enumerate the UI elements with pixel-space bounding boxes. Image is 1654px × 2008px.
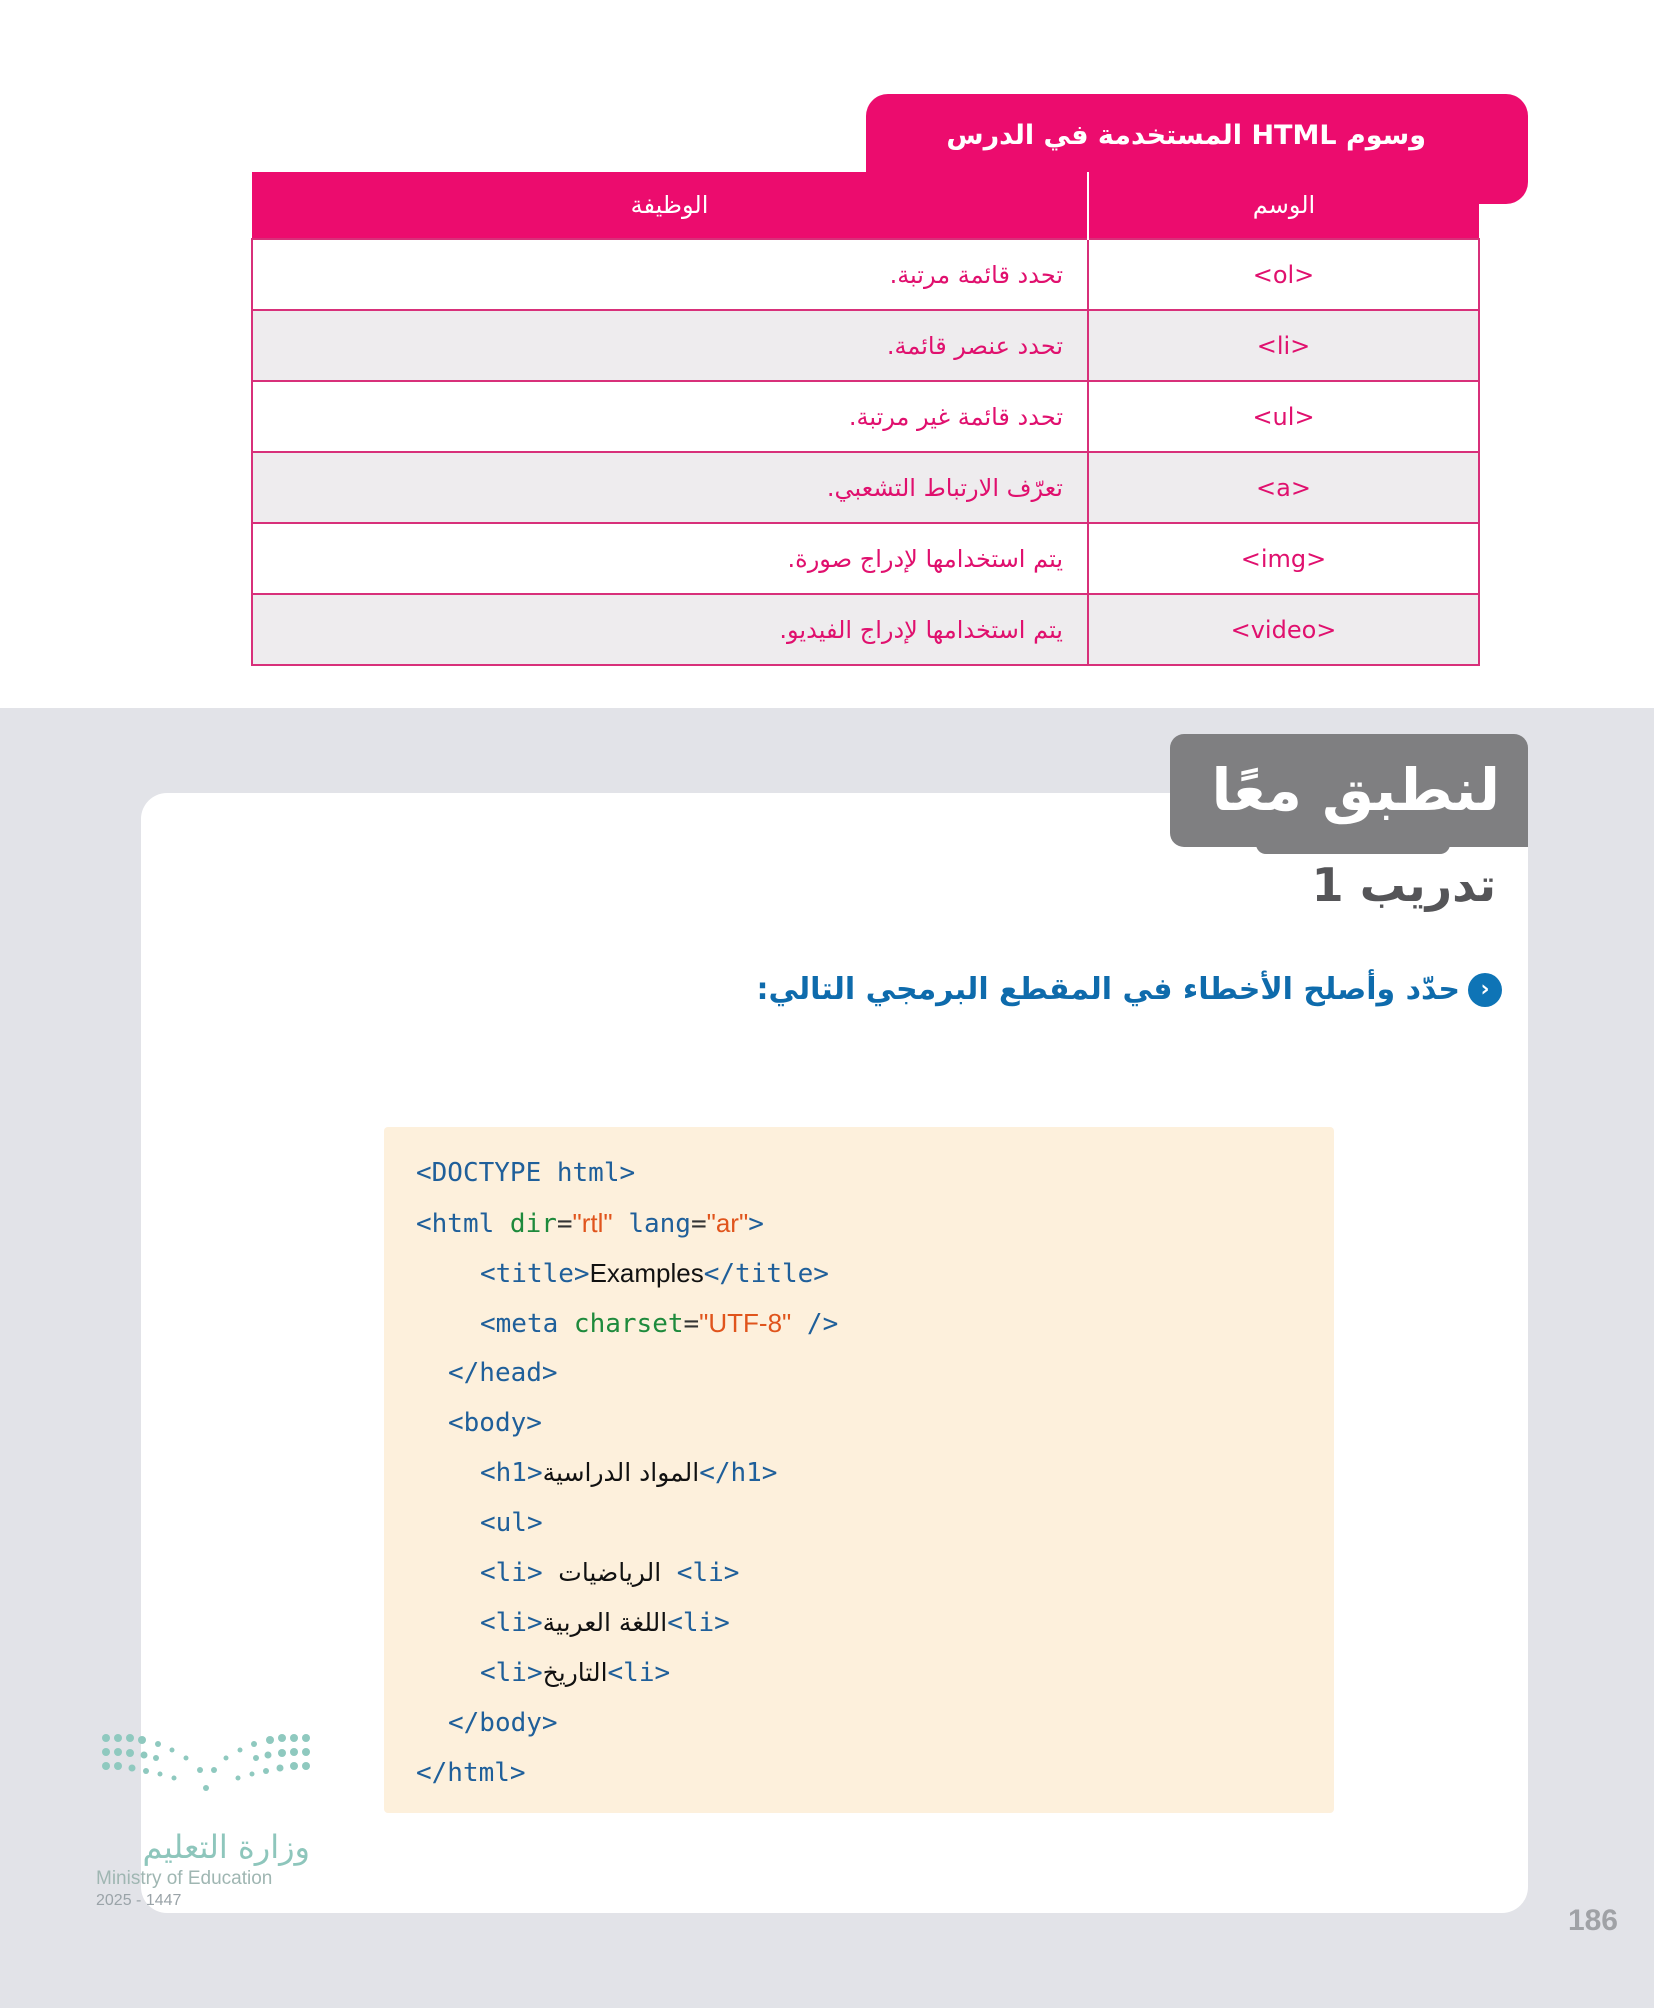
code-tag: /> <box>791 1309 839 1339</box>
code-line <box>448 1703 558 1743</box>
code-block <box>384 1127 1334 1813</box>
code-line <box>416 1753 526 1793</box>
instruction-text: حدّد وأصلح الأخطاء في المقطع البرمجي التالي: <box>756 972 1460 1007</box>
exercise-title: تدريب 1 <box>1311 858 1496 912</box>
function-cell: يتم استخدامها لإدراج صورة. <box>252 523 1088 594</box>
code-text: التاريخ <box>542 1658 608 1687</box>
function-cell: يتم استخدامها لإدراج الفيديو. <box>252 594 1088 665</box>
code-line <box>416 1203 764 1243</box>
table-title-text: وسوم HTML المستخدمة في الدرس <box>946 120 1426 151</box>
logo-english-text: Ministry of Education <box>96 1868 273 1889</box>
code-text: Examples <box>589 1258 704 1288</box>
table-title <box>866 94 1426 178</box>
code-tag: <li> <box>661 1558 740 1588</box>
code-line <box>448 1353 558 1393</box>
tag-cell: <ul> <box>1088 381 1479 452</box>
code-string: "ar" <box>706 1208 749 1238</box>
code-punct: = <box>683 1309 700 1339</box>
logo-year: 2025 - 1447 <box>96 1892 182 1909</box>
code-tag: <DOCTYPE html> <box>416 1158 636 1188</box>
table-row <box>252 594 1479 665</box>
code-tag: </body> <box>448 1708 558 1738</box>
code-tag: <li> <box>480 1658 543 1688</box>
code-tag: <h1> <box>480 1458 543 1488</box>
code-line <box>480 1453 777 1493</box>
table-row <box>252 523 1479 594</box>
code-punct: = <box>690 1209 707 1239</box>
function-cell: تحدد قائمة غير مرتبة. <box>252 381 1088 452</box>
table-row <box>252 310 1479 381</box>
code-line <box>480 1653 670 1693</box>
code-line <box>448 1403 542 1443</box>
code-tag: <li> <box>607 1658 671 1688</box>
instruction <box>700 972 1502 1020</box>
code-tag: <li> <box>480 1608 543 1638</box>
function-cell: تعرّف الارتباط التشعبي. <box>252 452 1088 523</box>
code-attr: charset <box>573 1309 684 1339</box>
code-tag: > <box>748 1209 764 1239</box>
tag-cell: <ol> <box>1088 239 1479 310</box>
logo-arabic-text: وزارة التعليم <box>142 1828 310 1866</box>
code-line <box>480 1503 543 1543</box>
table-row <box>252 381 1479 452</box>
function-cell: تحدد عنصر قائمة. <box>252 310 1088 381</box>
code-tag: <li> <box>480 1558 559 1588</box>
ministry-logo <box>96 1728 316 1918</box>
code-text: المواد الدراسية <box>542 1458 700 1487</box>
practice-badge-text: لنطبق معًا <box>1211 756 1500 824</box>
page-number: 186 <box>1567 1904 1618 1937</box>
logo-dots-icon <box>96 1728 316 1808</box>
tag-cell: <video> <box>1088 594 1479 665</box>
chevron-left-icon: ‹ <box>1468 973 1502 1007</box>
code-line <box>416 1153 635 1193</box>
header-function: الوظيفة <box>252 172 1088 239</box>
code-tag: </h1> <box>699 1458 778 1488</box>
function-cell: تحدد قائمة مرتبة. <box>252 239 1088 310</box>
code-string: "rtl" <box>572 1208 613 1238</box>
code-attr: dir <box>509 1209 557 1239</box>
table-row <box>252 452 1479 523</box>
tag-cell: <img> <box>1088 523 1479 594</box>
code-string: "UTF-8" <box>699 1308 792 1338</box>
html-tags-table <box>251 172 1480 666</box>
code-tag: <ul> <box>480 1508 543 1538</box>
table-header-row <box>252 172 1479 239</box>
tag-cell: <li> <box>1088 310 1479 381</box>
code-line <box>480 1603 730 1643</box>
code-text: الرياضيات <box>558 1558 662 1587</box>
table-row <box>252 239 1479 310</box>
code-tag: <html <box>416 1209 510 1239</box>
code-line <box>480 1553 739 1593</box>
tag-cell: <a> <box>1088 452 1479 523</box>
code-tag: <title> <box>480 1259 590 1289</box>
code-tag: </html> <box>416 1758 526 1788</box>
code-tag: <meta <box>480 1309 574 1339</box>
code-line <box>480 1253 829 1293</box>
code-punct: = <box>556 1209 573 1239</box>
code-tag: <li> <box>667 1608 730 1638</box>
code-attr: lang <box>612 1209 691 1239</box>
code-tag: </title> <box>703 1259 829 1289</box>
code-text: اللغة العربية <box>542 1608 668 1637</box>
code-tag: <body> <box>448 1408 542 1438</box>
code-line <box>480 1303 838 1343</box>
code-tag: </head> <box>448 1358 558 1388</box>
header-tag: الوسم <box>1088 172 1479 239</box>
